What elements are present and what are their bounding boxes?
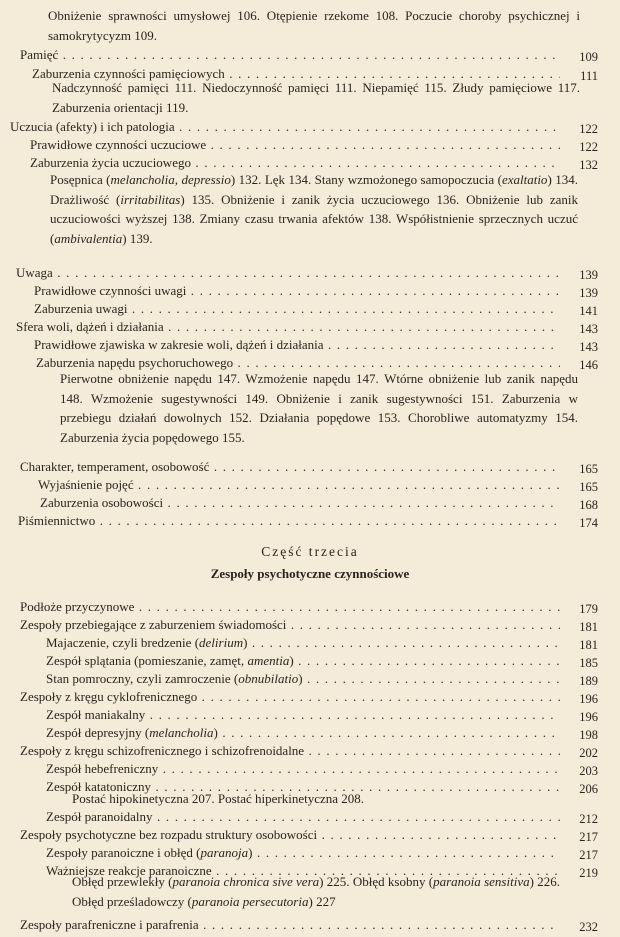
toc-entry-label: [20, 458, 560, 476]
toc-entry-leader: [46, 724, 560, 744]
zparanoicz: Zespoły paranoiczne i obłęd (: [46, 845, 201, 860]
toc-entry-leader: [30, 136, 560, 156]
toc-entry-leader: [34, 282, 560, 302]
zab-nap-label: Zaburzenia napędu psychoruchowego: [36, 355, 234, 370]
toc-entry-pismiennictwo[interactable]: [0, 512, 620, 532]
toc-page-number: 212: [579, 812, 598, 826]
toc-page-number: 122: [579, 122, 598, 136]
toc-entry-leader: [20, 916, 560, 936]
maniak-label: Zespół maniakalny: [46, 707, 146, 722]
charakter-label: Charakter, temperament, osobowość: [20, 459, 210, 474]
toc-page-number: 219: [579, 866, 598, 880]
majacz: ): [243, 635, 248, 650]
toc-entry-leader: [46, 670, 560, 690]
toc-entry-label: [46, 670, 560, 688]
splat-italic: amentia: [247, 653, 290, 668]
kata-label: Zespół katatoniczny: [46, 779, 152, 794]
toc-entry-leader: [16, 318, 560, 338]
toc-page-number: 111: [580, 69, 598, 83]
zab-uw-label: Zaburzenia uwagi: [34, 301, 128, 316]
zab-osob-label: Zaburzenia osobowości: [40, 495, 164, 510]
toc-entry-leader: [16, 264, 560, 284]
toc-page-number: 139: [579, 286, 598, 300]
zab-pam-label: Zaburzenia czynności pamięciowych: [32, 66, 225, 81]
parano-label: Zespół paranoidalny: [46, 809, 153, 824]
toc-subtopics-pamiec: [52, 78, 580, 117]
toc-entry-wyjasnienie[interactable]: [0, 476, 620, 496]
obled-italic: paranoia chronica sive vera: [172, 874, 320, 889]
ucz-sub: Posępnica (: [50, 172, 111, 187]
toc-entry-schizofreniczne[interactable]: [0, 742, 620, 762]
splat: ): [289, 653, 294, 668]
toc-page-number: 165: [579, 462, 598, 476]
toc-entry-label: [20, 826, 560, 844]
toc-page-number: 141: [579, 304, 598, 318]
toc-page-number: 202: [579, 746, 598, 760]
toc-entry-label: [10, 118, 560, 136]
toc-entry-leader: [20, 598, 560, 618]
toc-entry-leader: [34, 336, 560, 356]
toc-entry-pomroczny[interactable]: [0, 670, 620, 690]
toc-entry-label: [38, 476, 560, 494]
ucz-sub-italic: irritabilitas: [120, 191, 181, 207]
zparanoicz: ): [248, 845, 253, 860]
toc-entry-podloze[interactable]: [0, 598, 620, 618]
obled-italic: paranoia sensitiva: [433, 874, 530, 889]
toc-entry-zaburzenia-osobowosci[interactable]: [0, 494, 620, 514]
toc-entry-sfera-woli[interactable]: [0, 318, 620, 338]
toc-entry-parafreniczne[interactable]: [0, 916, 620, 936]
parafren-label: Zespoły parafreniczne i parafrenia: [20, 917, 199, 932]
toc-entry-leader: [46, 844, 560, 864]
zparanoicz-italic: paranoja: [200, 845, 249, 860]
toc-entry-prawidlowe-uczuciowe[interactable]: [0, 136, 620, 156]
ucz-sub: ) 134. Drażliwość (: [50, 172, 578, 207]
cyklo-label: Zespoły z kręgu cyklofrenicznego: [20, 689, 198, 704]
toc-page-number: 174: [579, 516, 598, 530]
obled: ) 226. Obłęd prześladowczy (: [72, 874, 560, 909]
toc-entry-label: [20, 616, 560, 634]
toc-page-number: 181: [579, 638, 598, 652]
toc-entry-paranoidalny[interactable]: [0, 808, 620, 828]
toc-entry-majaczenie[interactable]: [0, 634, 620, 654]
napedu-subtopics: Pierwotne obniżenie napędu 147. Wzmożenie napędu 147. Wtórne obniżenie lub zanik napędu 148. Wzmożenie sugestywności 149. Obniżenie i zanik sugestywności 151. Zaburzenia w przebiegu działań dowolnych 152. Działania popędowe 153. Chorobliwe automatyzmy 154. Zaburzenia życia popędowego 155.: [60, 371, 578, 445]
toc-entry-label: [40, 494, 560, 512]
toc-entry-label: [20, 916, 560, 934]
ucz-sub: ) 139.: [122, 230, 153, 246]
toc-entry-leader: [20, 616, 560, 636]
toc-entry-maniakalny[interactable]: [0, 706, 620, 726]
toc-entry-label: [46, 844, 560, 862]
pomr: Stan pomroczny, czyli zamroczenie (: [46, 671, 239, 686]
toc-entry-label: [46, 760, 560, 778]
toc-page-number: 109: [579, 50, 598, 64]
toc-subtopics-napedu: [60, 369, 578, 447]
toc-entry-label: [46, 706, 560, 724]
toc-page-number: 196: [579, 710, 598, 724]
toc-entry-label: [30, 136, 560, 154]
obled: ) 227: [308, 893, 336, 909]
toc-page-number: 198: [579, 728, 598, 742]
pismien-label: Piśmiennictwo: [18, 513, 96, 528]
toc-entry-label: [20, 598, 560, 616]
schizo-label: Zespoły z kręgu schizofrenicznego i schizofrenoidalne: [20, 743, 305, 758]
continuation-text: Obniżenie sprawności umysłowej 106. Otępienie rzekome 108. Poczucie choroby psychicznej i samokrytycyzm 109.: [48, 8, 580, 43]
toc-entry-prawidlowe-woli[interactable]: [0, 336, 620, 356]
uczucia-label: Uczucia (afekty) i ich patologia: [10, 119, 175, 134]
bez-rozp-label: Zespoły psychotyczne bez rozpadu struktury osobowości: [20, 827, 318, 842]
toc-entry-label: [20, 742, 560, 760]
toc-page-number: 217: [579, 830, 598, 844]
toc-page-number: 185: [579, 656, 598, 670]
toc-entry-splatanie[interactable]: [0, 652, 620, 672]
toc-entry-label: [16, 264, 560, 282]
toc-page-number: 132: [579, 158, 598, 172]
majacz: Majaczenie, czyli bredzenie (: [46, 635, 200, 650]
toc-entry-prawidlowe-uwagi[interactable]: [0, 282, 620, 302]
toc-entry-label: [46, 808, 560, 826]
toc-entry-zaburzenia-uwagi[interactable]: [0, 300, 620, 320]
toc-entry-pamiec[interactable]: [0, 46, 620, 66]
toc-entry-leader: [34, 300, 560, 320]
toc-entry-label: [34, 300, 560, 318]
toc-subtopics-uczucia: [50, 170, 578, 248]
uwaga-label: Uwaga: [16, 265, 53, 280]
toc-entry-label: [20, 688, 560, 706]
pamiec-label: Pamięć: [20, 47, 59, 62]
toc-entry-label: [16, 318, 560, 336]
toc-page-number: 143: [579, 322, 598, 336]
toc-entry-uwaga[interactable]: [0, 264, 620, 284]
toc-page-number: 181: [579, 620, 598, 634]
toc-entry-leader: [20, 688, 560, 708]
toc-entry-bez-rozpadu[interactable]: [0, 826, 620, 846]
toc-entry-paranoiczne[interactable]: [0, 844, 620, 864]
toc-entry-zaburzenia-swiadomosci[interactable]: [0, 616, 620, 636]
toc-entry-leader: [46, 808, 560, 828]
podloze-label: Podłoże przyczynowe: [20, 599, 135, 614]
praw-uw-label: Prawidłowe czynności uwagi: [34, 283, 187, 298]
praw-woli-label: Prawidłowe zjawiska w zakresie woli, dążeń i działania: [34, 337, 324, 352]
hebe-label: Zespół hebefreniczny: [46, 761, 159, 776]
toc-entry-leader: [20, 46, 560, 66]
part-heading: Część trzecia: [261, 544, 359, 559]
toc-entry-label: [46, 724, 560, 742]
ucz-sub: ) 132. Lęk 134. Stany wzmożonego samopoczucia (: [230, 172, 502, 187]
pomr-italic: obnubilatio: [238, 671, 299, 686]
toc-entry-label: [34, 336, 560, 354]
pomr: ): [298, 671, 303, 686]
pamiec-subtopics: Nadczynność pamięci 111. Niedoczynność pamięci 111. Niepamięć 115. Złudy pamięciowe 117. Zaburzenia orientacji 119.: [52, 80, 580, 115]
toc-entry-label: [18, 512, 560, 530]
majacz-italic: delirium: [199, 635, 244, 650]
toc-page-number: 143: [579, 340, 598, 354]
toc-entry-hebefreniczny[interactable]: [0, 760, 620, 780]
toc-entry-label: [46, 634, 560, 652]
praw-ucz-label: Prawidłowe czynności uczuciowe: [30, 137, 207, 152]
splat: Zespół splątania (pomieszanie, zamęt,: [46, 653, 248, 668]
depres-italic: melancholia: [149, 725, 214, 740]
toc-entry-leader: [10, 118, 560, 138]
toc-entry-leader: [46, 760, 560, 780]
ucz-sub: ) 135. Obniżenie i zanik życia uczuciowego 136. Obniżenie lub zanik uczuciowości wyższej 138. Zmiany czasu trwania afektów 138. Współistnienie sprzecznych uczuć (: [50, 191, 578, 246]
obled: Obłęd przewlekły (: [72, 874, 173, 889]
toc-subtopics-katatoniczny: Postać hipokinetyczna 207. Postać hiperkinetyczna 208.: [72, 791, 365, 806]
toc-page-number: 189: [579, 674, 598, 688]
ucz-sub-italic: ambivalentia: [54, 230, 123, 246]
obled: ) 225. Obłęd ksobny (: [319, 874, 434, 889]
toc-page-number: 232: [579, 920, 598, 934]
toc-entry-leader: [46, 652, 560, 672]
toc-entry-label: [34, 282, 560, 300]
ucz-sub-italic: exaltatio: [501, 172, 548, 187]
toc-entry-leader: [38, 476, 560, 496]
toc-entry-leader: [20, 826, 560, 846]
toc-page-number: 122: [579, 140, 598, 154]
wazniejsze-label: Ważniejsze reakcje paranoiczne: [46, 863, 212, 878]
zab-ucz-label: Zaburzenia życia uczuciowego: [30, 155, 191, 170]
toc-page-number: 146: [579, 358, 598, 372]
toc-entry-leader: [46, 634, 560, 654]
toc-page-number: 206: [579, 782, 598, 796]
toc-entry-depresyjny[interactable]: [0, 724, 620, 744]
swiad-label: Zespoły przebiegające z zaburzeniem świadomości: [20, 617, 287, 632]
toc-entry-leader: [20, 742, 560, 762]
toc-page-number: 179: [579, 602, 598, 616]
ucz-sub-italic: melancholia, depressio: [110, 172, 231, 187]
part-title: Zespoły psychotyczne czynnościowe: [210, 566, 410, 581]
wyjasn-label: Wyjaśnienie pojęć: [38, 477, 134, 492]
toc-entry-cyklofreniczne[interactable]: [0, 688, 620, 708]
depres: Zespół depresyjny (: [46, 725, 150, 740]
toc-page-number: 139: [579, 268, 598, 282]
toc-entry-leader: [20, 458, 560, 478]
toc-entry-leader: [40, 494, 560, 514]
toc-entry-charakter[interactable]: [0, 458, 620, 478]
toc-page-number: 168: [579, 498, 598, 512]
toc-entry-label: [46, 652, 560, 670]
obled-italic: paranoia persecutoria: [191, 893, 309, 909]
toc-entry-leader: [46, 706, 560, 726]
toc-page-number: 165: [579, 480, 598, 494]
depres: ): [213, 725, 218, 740]
toc-entry-uczucia[interactable]: [0, 118, 620, 138]
sfera-label: Sfera woli, dążeń i działania: [16, 319, 164, 334]
toc-page-number: 217: [579, 848, 598, 862]
toc-page-number: 196: [579, 692, 598, 706]
toc-entry-leader: [18, 512, 560, 532]
toc-subtopics-obled: [72, 872, 560, 911]
toc-entry-label: [20, 46, 560, 64]
toc-page-number: 203: [579, 764, 598, 778]
